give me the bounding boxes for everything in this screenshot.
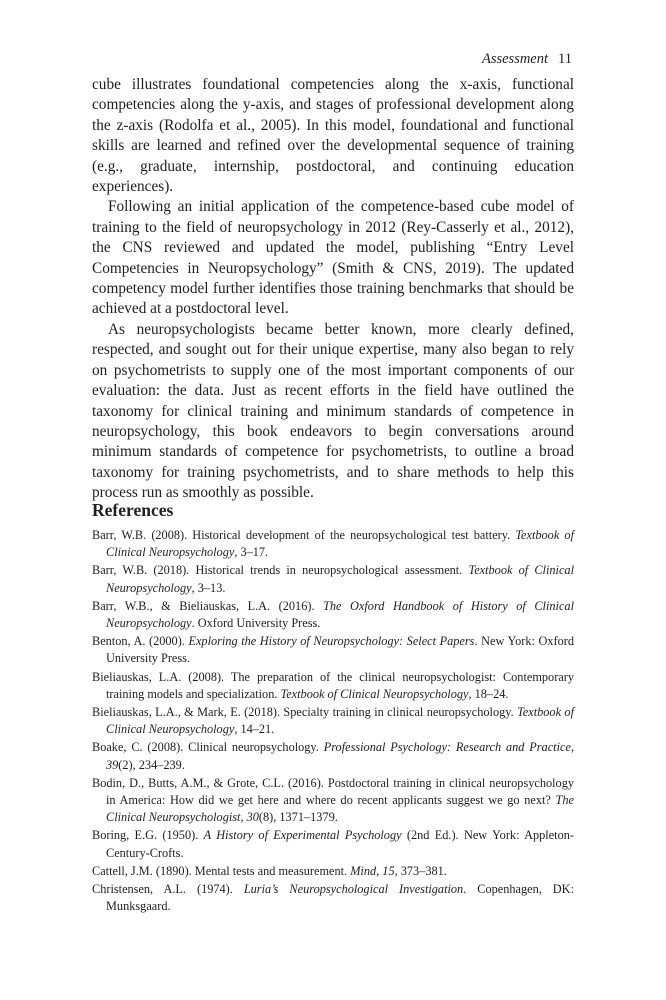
reference-text: , 3–13.	[191, 580, 226, 595]
reference-text: . New York: Oxford University Press.	[106, 634, 574, 666]
running-head-section: Assessment	[481, 51, 549, 67]
reference-title: Mind, 15	[350, 863, 395, 878]
reference-text: , 373–381.	[394, 863, 447, 878]
running-head	[482, 49, 572, 69]
paragraph: Following an initial application of the competence-based cube model of training to the field of neuropsychology in 2012 (Rey-Casserly et al., 2012), the CNS reviewed and updated the model, publishing “Entry Level Competencies in Neuropsychology” (Smith & CNS, 2019). The updated competency model further identifies those training benchmarks that should be achieved at a postdoctoral level.	[92, 198, 574, 318]
reference-text: Bieliauskas, L.A., & Mark, E. (2018). Specialty training in clinical neuropsychology.	[92, 705, 518, 720]
references-heading: References	[92, 500, 174, 520]
paragraph: As neuropsychologists became better known, more clearly defined, respected, and sought out for their unique expertise, many also began to rely on psychometrists to supply one of the most important components of our evaluation: the data. Just as recent efforts in the field have outlined the taxonomy for clinical training and minimum standards of competence in neuropsychology, this book endeavors to begin conversations around minimum standards of competence for psychometrists, to outline a broad taxonomy for training psychometrists, and to share methods to help this process run as smoothly as possible.	[92, 320, 574, 502]
reference-text: Christensen, A.L. (1974).	[92, 882, 244, 897]
reference-title: Textbook of Clinical Neuropsychology	[106, 528, 574, 560]
reference-text: (2), 234–239.	[118, 757, 185, 772]
reference-text: Bodin, D., Butts, A.M., & Grote, C.L. (2016). Postdoctoral training in clinical neuropsychology in America: How did we get here and where do recent applicants suggest we go next?	[92, 775, 574, 808]
reference-entry	[92, 704, 574, 738]
reference-entry	[92, 527, 574, 561]
reference-text: Cattell, J.M. (1890). Mental tests and measurement.	[92, 863, 351, 878]
reference-text: . Copenhagen, DK: Munksgaard.	[106, 882, 574, 914]
reference-list	[92, 527, 574, 916]
reference-text: Bieliauskas, L.A. (2008). The preparation of the clinical neuropsychologist: Contemporary training models and specialization.	[92, 669, 574, 701]
reference-entry	[92, 863, 574, 880]
reference-text: Boring, E.G. (1950).	[92, 828, 204, 843]
paragraph: cube illustrates foundational competencies along the x-axis, functional competencies along the y-axis, and stages of professional development along the z-axis (Rodolfa et al., 2005). In this model, foundational and functional skills are learned and refined over the developmental sequence of training (e.g., graduate, internship, postdoctoral, and continuing education experiences).	[92, 76, 574, 196]
reference-entry	[92, 598, 574, 632]
reference-text: (8), 1371–1379.	[258, 810, 338, 825]
reference-text: , 18–24.	[468, 686, 509, 701]
reference-entry	[92, 669, 574, 703]
reference-entry	[92, 775, 574, 827]
reference-text: , 3–17.	[234, 545, 269, 560]
reference-title: Textbook of Clinical Neuropsychology	[106, 563, 574, 595]
reference-title: The Oxford Handbook of History of Clinical Neuropsychology	[106, 598, 574, 631]
reference-text: Barr, W.B., & Bieliauskas, L.A. (2016).	[92, 598, 324, 613]
reference-entry	[92, 881, 574, 915]
reference-entry	[92, 562, 574, 596]
body-text	[92, 75, 574, 504]
reference-text: (2nd Ed.). New York: Appleton-Century-Crofts.	[106, 828, 574, 860]
reference-text: Benton, A. (2000).	[92, 634, 189, 649]
reference-text: Boake, C. (2008). Clinical neuropsychology.	[92, 740, 324, 755]
reference-title: Exploring the History of Neuropsychology: Select Papers	[188, 634, 475, 649]
reference-entry	[92, 633, 574, 667]
reference-text: . Oxford University Press.	[191, 616, 321, 631]
reference-title: Luria’s Neuropsychological Investigation	[243, 882, 464, 897]
page-number: 11	[558, 51, 572, 67]
reference-title: Textbook of Clinical Neuropsychology	[106, 705, 574, 737]
reference-title: Professional Psychology: Research and Practice, 39	[106, 740, 574, 772]
reference-text: Barr, W.B. (2008). Historical development of the neuropsychological test battery.	[92, 528, 516, 542]
reference-title: Textbook of Clinical Neuropsychology	[280, 686, 469, 701]
reference-title: The Clinical Neuropsychologist, 30	[106, 793, 574, 825]
reference-text: Barr, W.B. (2018). Historical trends in neuropsychological assessment.	[92, 563, 469, 578]
reference-entry	[92, 827, 574, 861]
reference-title: A History of Experimental Psychology	[203, 828, 402, 843]
reference-text: , 14–21.	[234, 722, 275, 737]
reference-entry	[92, 739, 574, 773]
